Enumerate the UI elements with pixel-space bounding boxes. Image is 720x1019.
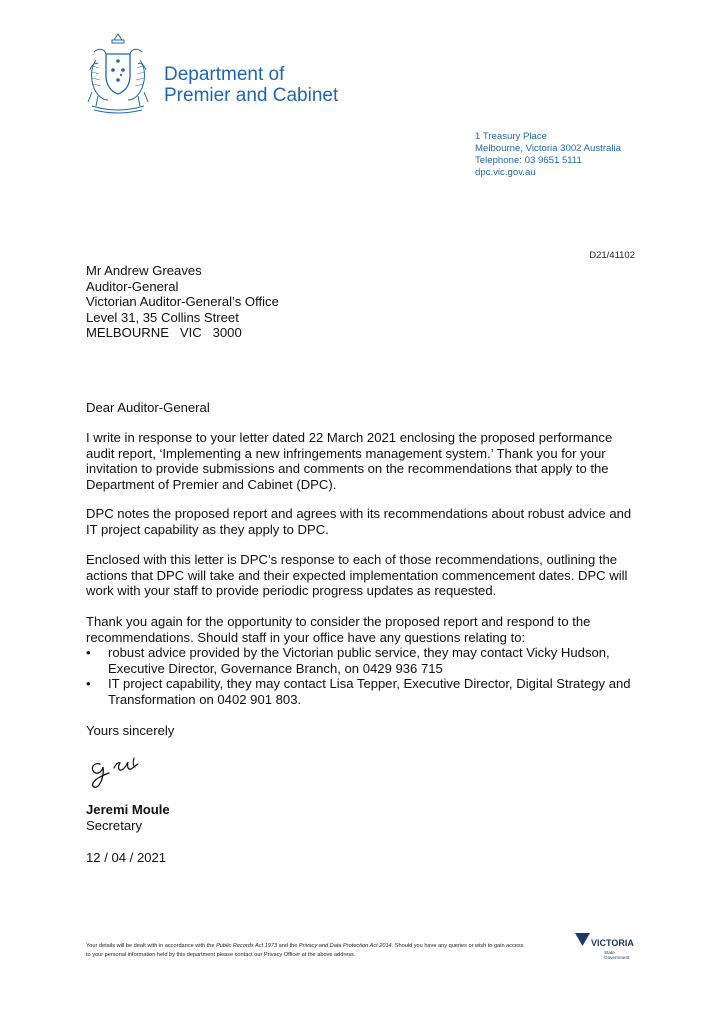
list-item	[86, 676, 634, 707]
contact-list	[86, 645, 634, 707]
list-item-text: IT project capability, they may contact Lisa Tepper, Executive Director, Digital Strategy and Transformation on 0402 901 803.	[108, 676, 631, 707]
handwritten-signature	[86, 752, 156, 792]
body-paragraph-2: DPC notes the proposed report and agrees with its recommendations about robust advice and IT project capability as they apply to DPC.	[86, 506, 632, 537]
recipient-address	[86, 263, 634, 341]
closing: Yours sincerely	[86, 723, 175, 738]
department-name	[164, 64, 338, 106]
body-paragraph-4: Thank you again for the opportunity to consider the proposed report and respond to the recommendations. Should staff in your office have any questions relating to:	[86, 614, 591, 645]
privacy-notice-text-3: . Should you have any queries or wish to gain access to your personal information held by this department please contact our Privacy Officer at the above address.	[86, 943, 524, 958]
bullet-icon: •	[86, 645, 91, 660]
department-address	[475, 131, 621, 179]
reference-number: D21/41102	[589, 250, 635, 261]
recipient-city: MELBOURNE VIC 3000	[86, 325, 242, 340]
letter-date: 12 / 04 / 2021	[86, 850, 167, 865]
salutation: Dear Auditor-General	[86, 400, 210, 415]
list-item	[86, 645, 634, 676]
department-name-line1: Department of	[164, 64, 285, 85]
privacy-notice	[86, 942, 526, 959]
coat-of-arms-logo	[84, 30, 152, 114]
recipient-street: Level 31, 35 Collins Street	[86, 309, 239, 325]
recipient-office: Victorian Auditor-General’s Office	[86, 294, 279, 309]
signatory-name: Jeremi Moule	[86, 802, 170, 817]
address-city: Melbourne, Victoria 3002 Australia	[475, 143, 621, 154]
logo-subtext-state: State	[604, 950, 615, 955]
privacy-notice-text-1: Your details will be dealt with in accordance with the	[86, 943, 217, 949]
department-name-line2: Premier and Cabinet	[164, 85, 339, 106]
body-paragraph-4-block	[86, 614, 634, 707]
privacy-notice-text-2: and the	[277, 943, 299, 949]
privacy-data-protection-act: Privacy and Data Protection Act 2014	[298, 943, 392, 949]
victoria-wordmark: VICTORIA	[591, 938, 634, 948]
recipient-title: Auditor-General	[86, 278, 179, 294]
body-paragraph-3: Enclosed with this letter is DPC’s response to each of those recommendations, outlining the actions that DPC will take and their expected implementation commencement dates. DPC will work with your staff to provide periodic progress updates as requested.	[86, 552, 628, 598]
bullet-icon: •	[86, 676, 91, 691]
victoria-chevron-icon	[575, 933, 590, 946]
address-telephone: Telephone: 03 9651 5111	[475, 155, 582, 166]
signatory-title: Secretary	[86, 818, 143, 833]
public-records-act: Public Records Act 1973	[216, 943, 278, 949]
logo-subtext-government: Government	[604, 955, 630, 960]
list-item-text: robust advice provided by the Victorian public service, they may contact Vicky Hudson, Executive Director, Governance Branch, on 0429 936 715	[108, 645, 610, 676]
address-street: 1 Treasury Place	[475, 131, 547, 142]
body-paragraph-1: I write in response to your letter dated 22 March 2021 enclosing the proposed performance audit report, ‘Implementing a new infringements management system.’ Thank you for your invitation to provide submissions and comments on the recommendations that apply to the Department of Premier and Cabinet (DPC).	[86, 430, 613, 492]
recipient-name: Mr Andrew Greaves	[86, 263, 202, 278]
victoria-state-government-logo	[575, 933, 637, 965]
address-website-link[interactable]: dpc.vic.gov.au	[475, 167, 536, 178]
